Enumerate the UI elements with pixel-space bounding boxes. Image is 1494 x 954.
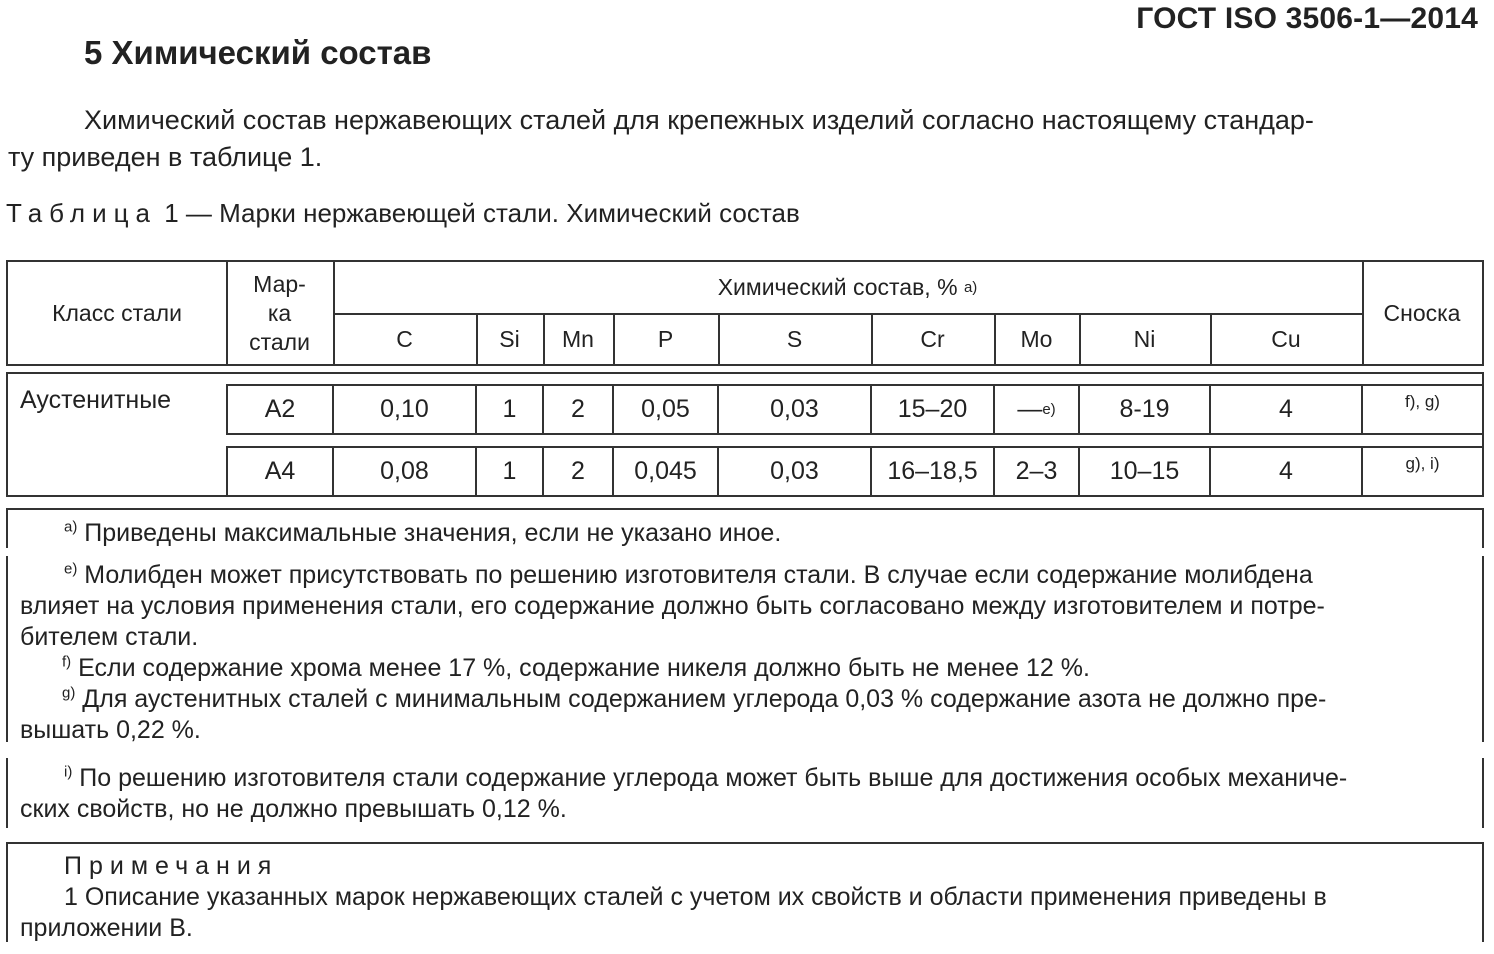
footnote-e [20, 560, 1474, 653]
note-1-line: 1 Описание указанных марок нержавеющих сталей с учетом их свойств и области применения приведены в [64, 883, 1327, 911]
intro-line-1: Химический состав нержавеющих сталей для крепежных изделий согласно настоящему стандар- [84, 105, 1314, 135]
cell-ni: 8-19 [1119, 395, 1170, 423]
table-header [6, 260, 1484, 366]
cell-mo: — e) [1017, 395, 1056, 423]
header-element-p: P [657, 326, 674, 352]
footnote-a [20, 518, 1474, 549]
divider [1482, 758, 1484, 828]
header-element-si: Si [499, 326, 520, 352]
header-grade-line: Мар- [253, 270, 306, 297]
footnote-e-line: Молибден может присутствовать по решению изготовителя стали. В случае если содержание молибдена [84, 561, 1313, 589]
intro-paragraph [8, 102, 1484, 176]
cell-cu: 4 [1279, 457, 1293, 485]
divider [1482, 842, 1484, 942]
footnote-e-line: влияет на условия применения стали, его содержание должно быть согласовано между изготовителем и потре- [20, 592, 1325, 620]
footnote-g [20, 684, 1474, 746]
header-element-ni: Ni [1133, 326, 1156, 352]
footnote-i-line: ских свойств, но не должно превышать 0,12 %. [20, 795, 567, 823]
cell-c: 0,10 [380, 395, 429, 423]
intro-line-2: ту приведен в таблице 1. [8, 142, 323, 172]
footnote-i-mark: i) [64, 763, 73, 781]
divider [6, 556, 8, 742]
header-element-s: S [786, 326, 803, 352]
footnote-e-mark: e) [64, 560, 78, 578]
header-grade-line: ка [267, 299, 292, 326]
cell-mo-value: — [1017, 395, 1043, 423]
cell-mo [995, 448, 1078, 495]
footnote-g-mark-wrap [20, 685, 75, 713]
cell-mn: 2 [571, 457, 585, 485]
footnote-a-mark: a) [64, 518, 78, 536]
header-grade-line: стали [249, 328, 310, 355]
header-element-cr: Cr [920, 326, 945, 352]
notes-block [20, 851, 1474, 944]
footnote-a-text: Приведены максимальные значения, если не указано иное. [84, 519, 782, 547]
header-steel-class: Класс стали [52, 299, 182, 326]
cell-cu: 4 [1279, 395, 1293, 423]
divider [6, 758, 8, 828]
cell-ni: 10–15 [1109, 457, 1180, 485]
footnote-e-mark-wrap [20, 561, 77, 589]
note-1-line: приложении В. [20, 914, 193, 942]
header-composition-label: Химический состав, % [717, 274, 958, 300]
footnote-f-text: Если содержание хрома менее 17 %, содержание никеля должно быть не менее 12 %. [78, 654, 1090, 682]
cell-s: 0,03 [770, 457, 819, 485]
cell-p: 0,05 [641, 395, 690, 423]
footnote-i [20, 763, 1474, 825]
header-composition: Химический состав, % a) [717, 274, 978, 300]
cell-notes: f), g) [1405, 392, 1440, 411]
footnote-f-mark-wrap [20, 654, 71, 682]
notes-title: Примечания [64, 852, 279, 880]
footnote-f [20, 653, 1474, 684]
divider [6, 508, 1484, 510]
cell-cr: 15–20 [897, 395, 968, 423]
footnote-f-mark: f) [62, 653, 72, 671]
cell-cr: 16–18,5 [887, 457, 978, 485]
divider [1482, 556, 1484, 742]
divider [6, 842, 1484, 844]
footnote-i-line: По решению изготовителя стали содержание углерода может быть выше для достижения особых механиче- [79, 764, 1348, 792]
cell-grade: A4 [264, 457, 296, 485]
footnote-e-line: бителем стали. [20, 623, 199, 651]
section-title: 5 Химический состав [84, 34, 432, 71]
cell-si: 1 [502, 395, 517, 423]
header-element-mo: Mo [1020, 326, 1053, 352]
document-code: ГОСТ ISO 3506-1—2014 [1136, 2, 1478, 35]
table-caption-word: Таблица [6, 198, 157, 228]
footnote-g-mark: g) [62, 684, 76, 702]
divider [6, 842, 8, 942]
cell-c: 0,08 [380, 457, 429, 485]
cell-grade: A2 [264, 395, 296, 423]
divider [1482, 508, 1484, 548]
footnote-g-line: Для аустенитных сталей с минимальным содержанием углерода 0,03 % содержание азота не должно пре- [82, 685, 1327, 713]
cell-notes: g), i) [1405, 454, 1440, 473]
footnote-a-mark-wrap [20, 519, 77, 547]
table-caption-text: 1 — Марки нержавеющей стали. Химический состав [164, 198, 800, 228]
steel-class-austenitic: Аустенитные [20, 385, 172, 414]
header-element-mn: Mn [562, 326, 594, 352]
cell-si: 1 [502, 457, 517, 485]
header-element-cu: Cu [1271, 326, 1301, 352]
footnote-i-mark-wrap [20, 764, 72, 792]
table-caption [6, 198, 800, 229]
cell-p: 0,045 [634, 457, 697, 485]
header-grade [226, 262, 333, 364]
cell-s: 0,03 [770, 395, 819, 423]
header-element-c: C [396, 326, 413, 352]
footnote-g-line: вышать 0,22 %. [20, 716, 201, 744]
header-footnote: Сноска [1383, 299, 1461, 326]
divider [6, 508, 8, 548]
cell-mo-value: 2–3 [1015, 457, 1058, 485]
cell-mn: 2 [571, 395, 585, 423]
